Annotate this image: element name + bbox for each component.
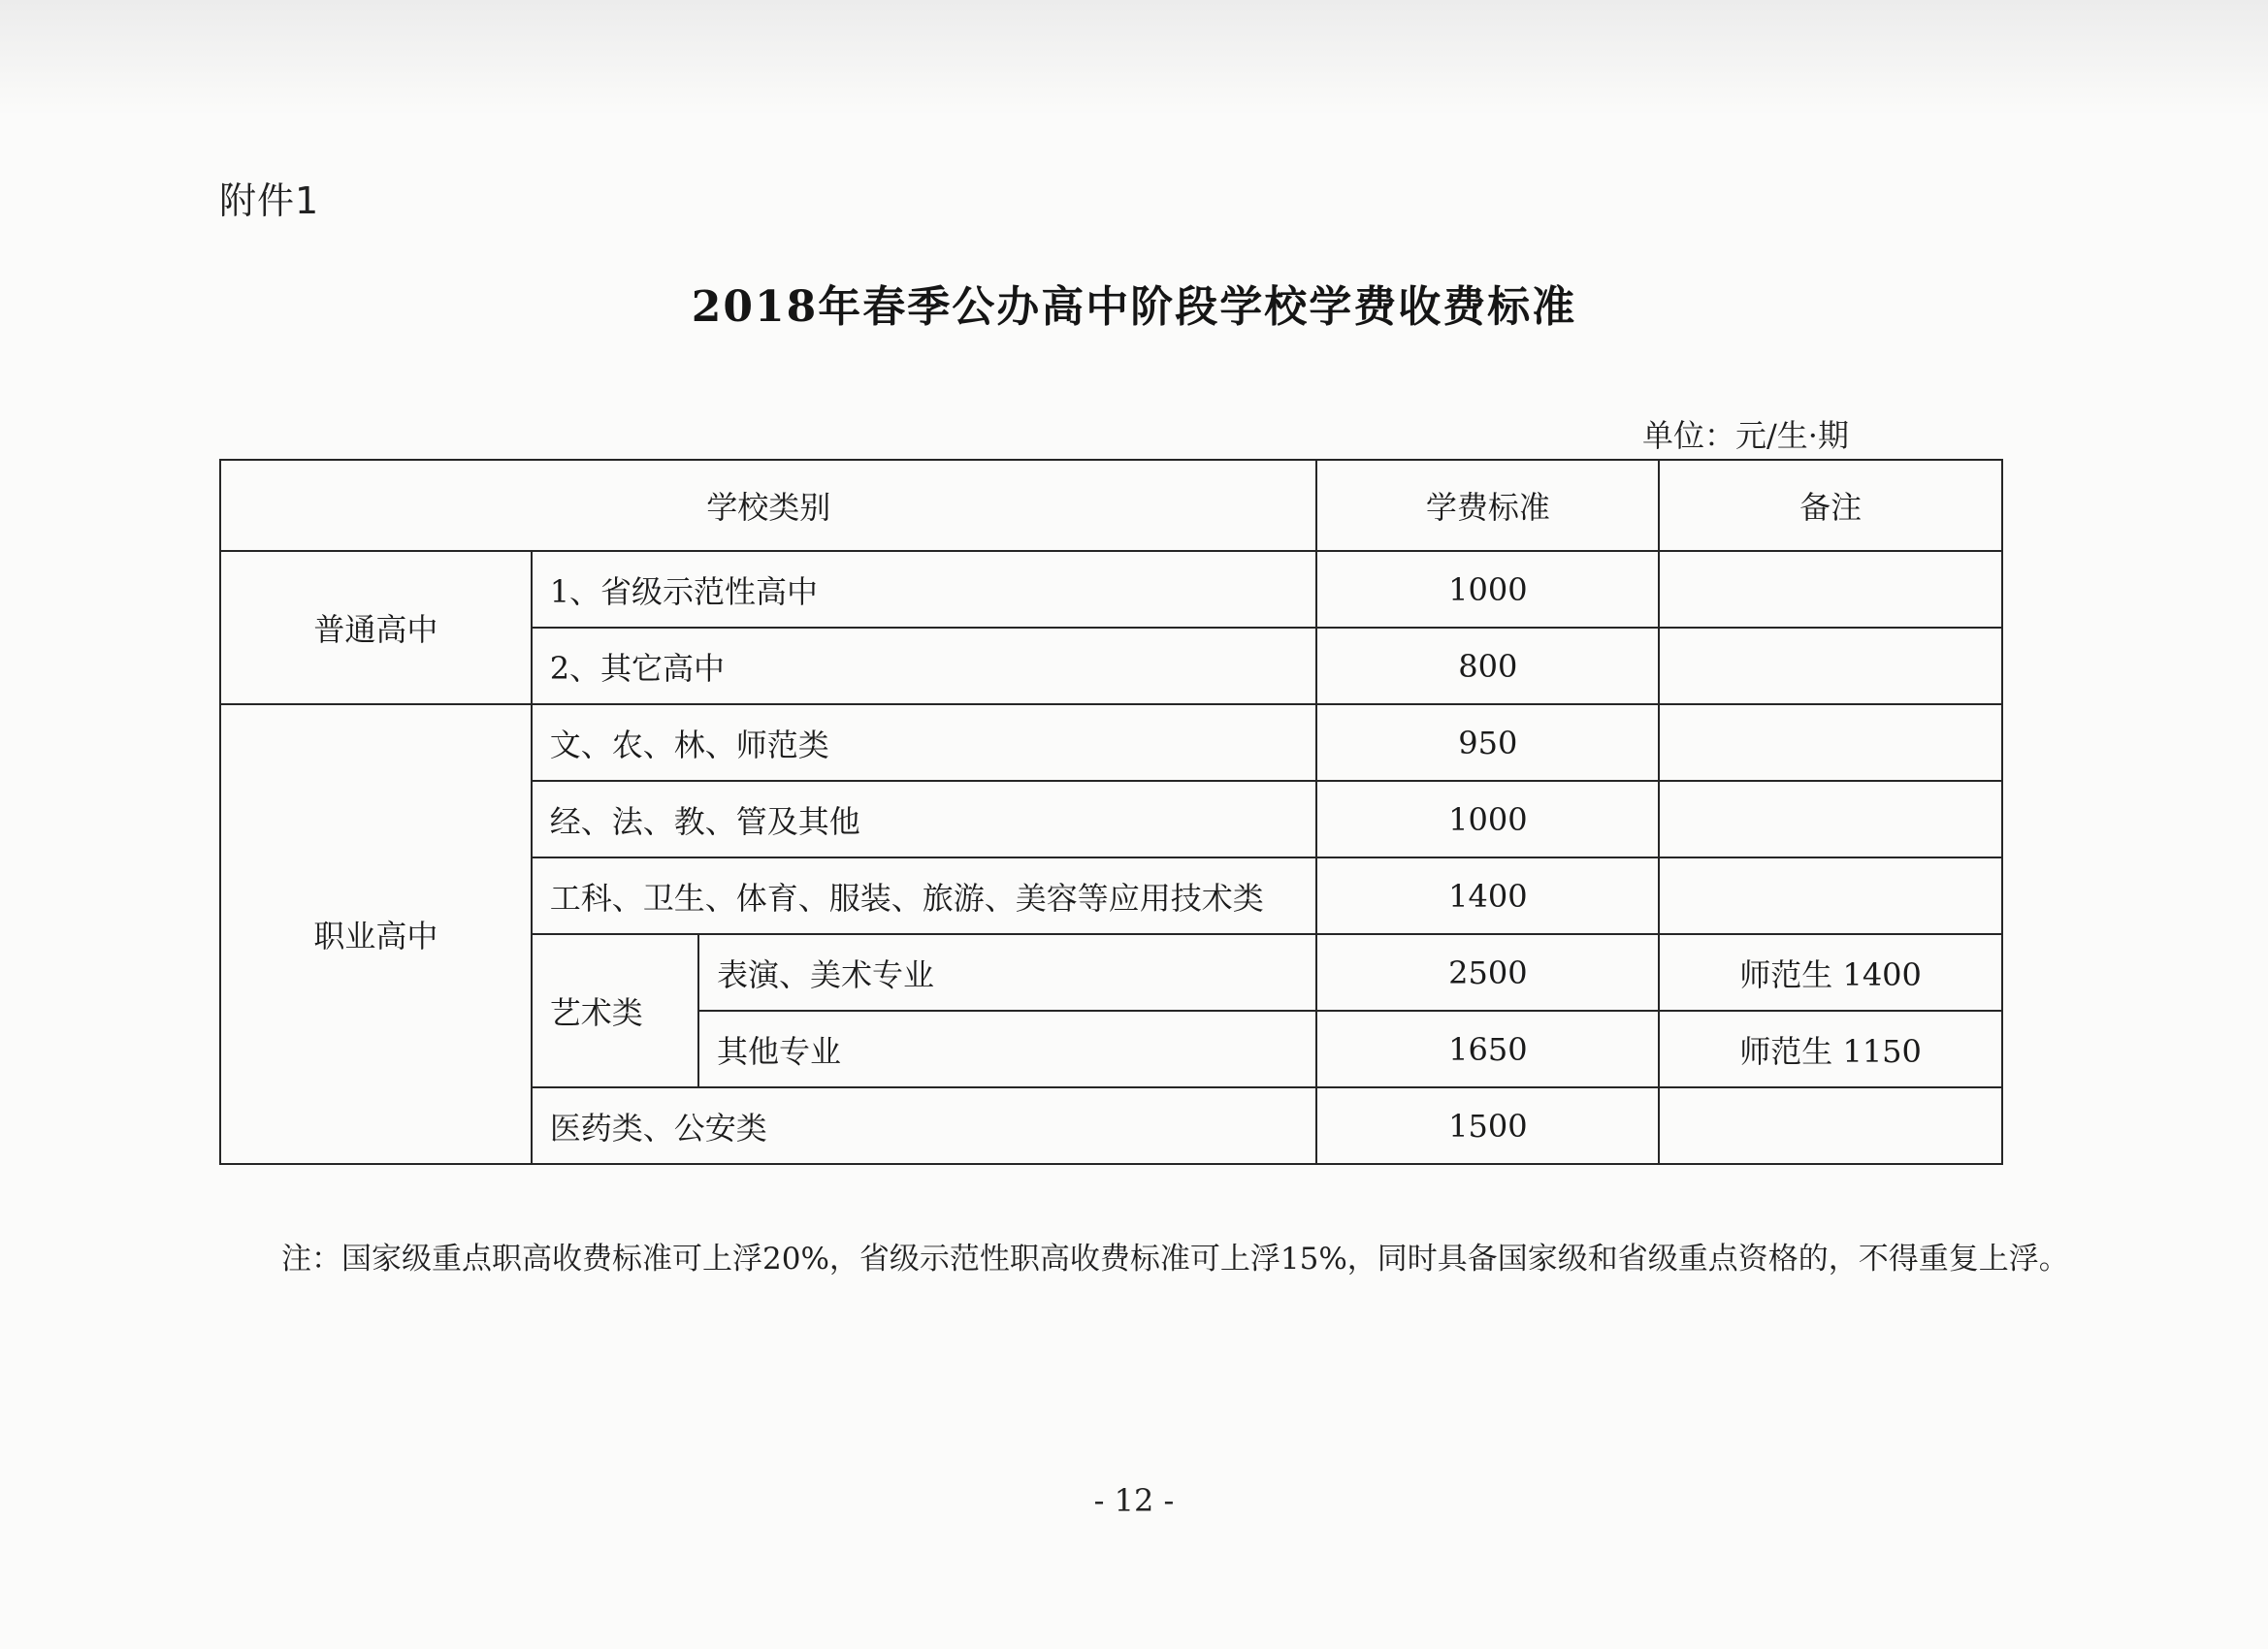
header-fee-standard: 学费标准	[1316, 460, 1659, 551]
school-type-cell: 医药类、公安类	[532, 1087, 1317, 1164]
school-type-cell: 工科、卫生、体育、服装、旅游、美容等应用技术类	[532, 857, 1317, 934]
scan-shadow	[0, 0, 2268, 116]
fee-standard-table	[219, 459, 2003, 1165]
remark-cell	[1659, 704, 2002, 781]
school-type-cell: 文、农、林、师范类	[532, 704, 1317, 781]
remark-cell	[1659, 857, 2002, 934]
school-type-cell: 其他专业	[698, 1011, 1316, 1087]
school-type-cell: 1、省级示范性高中	[532, 551, 1317, 628]
fee-cell: 1650	[1316, 1011, 1659, 1087]
header-school-type: 学校类别	[220, 460, 1316, 551]
category-general-high-school: 普通高中	[220, 551, 532, 704]
table-row	[220, 704, 2002, 781]
category-vocational-high-school: 职业高中	[220, 704, 532, 1164]
fee-cell: 1000	[1316, 781, 1659, 857]
unit-label: 单位：元/生·期	[1642, 417, 1849, 454]
remark-cell: 师范生 1400	[1659, 934, 2002, 1011]
fee-cell: 800	[1316, 628, 1659, 704]
school-type-cell: 表演、美术专业	[698, 934, 1316, 1011]
fee-cell: 2500	[1316, 934, 1659, 1011]
fee-cell: 950	[1316, 704, 1659, 781]
fee-cell: 1500	[1316, 1087, 1659, 1164]
school-type-cell: 2、其它高中	[532, 628, 1317, 704]
remark-cell	[1659, 781, 2002, 857]
remark-cell	[1659, 1087, 2002, 1164]
school-type-cell: 经、法、教、管及其他	[532, 781, 1317, 857]
remark-cell	[1659, 551, 2002, 628]
page-number: - 12 -	[1093, 1482, 1175, 1519]
fee-cell: 1000	[1316, 551, 1659, 628]
document-title: 2018年春季公办高中阶段学校学费收费标准	[691, 282, 1577, 332]
table-header-row	[220, 460, 2002, 551]
attachment-label: 附件1	[219, 179, 320, 222]
header-remark: 备注	[1659, 460, 2002, 551]
fee-cell: 1400	[1316, 857, 1659, 934]
remark-cell: 师范生 1150	[1659, 1011, 2002, 1087]
art-category-cell: 艺术类	[532, 934, 698, 1087]
table-note: 注：国家级重点职高收费标准可上浮20%，省级示范性职高收费标准可上浮15%，同时具备国家级和省级重点资格的，不得重复上浮。	[281, 1242, 2069, 1277]
table-row	[220, 551, 2002, 628]
remark-cell	[1659, 628, 2002, 704]
